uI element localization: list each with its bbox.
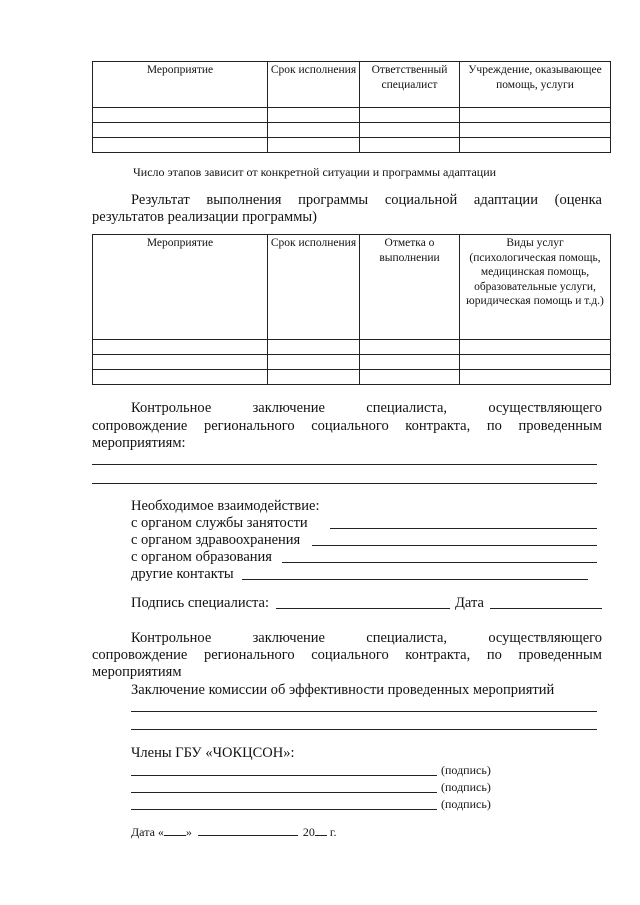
word: (оценка (554, 192, 602, 208)
table-cell[interactable] (93, 340, 268, 355)
conclusion1-blank-line[interactable] (92, 483, 597, 484)
table-row (93, 355, 611, 370)
table-cell[interactable] (268, 123, 360, 138)
word: регионального (203, 647, 295, 663)
word: Контрольное (131, 400, 212, 416)
members-title: Члены ГБУ «ЧОКЦСОН»: (131, 745, 295, 761)
member-signature-line[interactable] (131, 792, 437, 793)
header-deadline: Срок исполнения (268, 62, 360, 108)
word: социального (311, 647, 389, 663)
word: заключение (252, 400, 325, 416)
interaction-health-field[interactable] (312, 545, 597, 546)
result-heading-line1 (131, 191, 602, 209)
date-quote-close: » (185, 825, 192, 839)
word: адаптации (473, 192, 538, 208)
word: регионального (203, 418, 295, 434)
date-year-field[interactable] (315, 824, 327, 836)
header-institution: Учреждение, оказывающее помощь, услуги (460, 62, 611, 108)
date-footer (131, 824, 337, 840)
word: контракта, (405, 418, 471, 434)
interaction-employment-field[interactable] (330, 528, 597, 529)
stages-note: Число этапов зависит от конкретной ситуации и программы адаптации (133, 165, 497, 179)
table-results (92, 234, 611, 385)
conclusion2-line3: мероприятиям (92, 664, 182, 680)
word: социального (311, 418, 389, 434)
table-row (93, 123, 611, 138)
table-cell[interactable] (268, 108, 360, 123)
word: проведенным (518, 647, 602, 663)
signature-label: Подпись специалиста: (131, 595, 269, 611)
header-activity: Мероприятие (93, 235, 268, 340)
table-row (93, 108, 611, 123)
table-row (93, 340, 611, 355)
interaction-other-field[interactable] (242, 579, 588, 580)
table-cell[interactable] (93, 370, 268, 385)
table-cell[interactable] (360, 355, 460, 370)
table-header-row (93, 235, 611, 340)
table-cell[interactable] (268, 138, 360, 153)
table-cell[interactable] (360, 340, 460, 355)
table-cell[interactable] (93, 123, 268, 138)
header-responsible: Ответственный специалист (360, 62, 460, 108)
table-header-row (93, 62, 611, 108)
interaction-health-label: с органом здравоохранения (131, 532, 301, 548)
date-year-suffix: г. (329, 825, 337, 839)
word: специалиста, (366, 400, 448, 416)
table-cell[interactable] (460, 123, 611, 138)
table-cell[interactable] (268, 355, 360, 370)
word: контракта, (405, 647, 471, 663)
word: выполнения (206, 192, 282, 208)
table-cell[interactable] (93, 138, 268, 153)
table-cell[interactable] (460, 340, 611, 355)
date-month-field[interactable] (198, 824, 298, 836)
conclusion2-line2 (92, 646, 602, 664)
word: Результат (131, 192, 190, 208)
commission-title: Заключение комиссии об эффективности проведенных мероприятий (131, 682, 555, 698)
date-day-field[interactable] (164, 824, 186, 836)
table-row (93, 370, 611, 385)
table-cell[interactable] (268, 370, 360, 385)
word: проведенным (518, 418, 602, 434)
commission-blank-line[interactable] (131, 729, 597, 730)
table-cell[interactable] (460, 108, 611, 123)
table-cell[interactable] (268, 340, 360, 355)
signature-field[interactable] (276, 608, 450, 609)
word: социальной (384, 192, 458, 208)
table-cell[interactable] (460, 138, 611, 153)
result-heading-line2: результатов реализации программы) (92, 209, 317, 225)
signature-date-field[interactable] (490, 608, 602, 609)
conclusion1-line2 (92, 417, 602, 435)
word: специалиста, (366, 630, 448, 646)
table-cell[interactable] (460, 370, 611, 385)
word: по (486, 418, 502, 434)
interaction-employment-label: с органом службы занятости (131, 515, 308, 531)
word: программы (298, 192, 369, 208)
table-cell[interactable] (360, 108, 460, 123)
commission-blank-line[interactable] (131, 711, 597, 712)
member-signature-label: (подпись) (441, 763, 491, 777)
date-year-prefix: 20 (302, 825, 315, 839)
header-deadline: Срок исполнения (268, 235, 360, 340)
header-service-types: Виды услуг (психологическая помощь, медицинская помощь, образовательные услуги, юридическая помощь и т.д.) (460, 235, 611, 340)
header-completion-mark: Отметка о выполнении (360, 235, 460, 340)
conclusion2-line1 (131, 629, 602, 647)
word: осуществляющего (488, 400, 602, 416)
word: сопровождение (92, 647, 188, 663)
conclusion1-blank-line[interactable] (92, 464, 597, 465)
table-cell[interactable] (93, 355, 268, 370)
member-signature-line[interactable] (131, 809, 437, 810)
member-signature-line[interactable] (131, 775, 437, 776)
interaction-other-label: другие контакты (131, 566, 234, 582)
conclusion1-line1 (131, 399, 602, 417)
word: Контрольное (131, 630, 212, 646)
table-cell[interactable] (360, 138, 460, 153)
header-activity: Мероприятие (93, 62, 268, 108)
table-cell[interactable] (93, 108, 268, 123)
signature-date-label: Дата (455, 595, 484, 611)
table-activities (92, 61, 611, 153)
table-cell[interactable] (460, 355, 611, 370)
date-prefix: Дата « (131, 825, 164, 839)
word: осуществляющего (488, 630, 602, 646)
table-row (93, 138, 611, 153)
member-signature-label: (подпись) (441, 797, 491, 811)
member-signature-label: (подпись) (441, 780, 491, 794)
interaction-title: Необходимое взаимодействие: (131, 498, 320, 514)
word: по (486, 647, 502, 663)
interaction-education-label: с органом образования (131, 549, 272, 565)
word: сопровождение (92, 418, 188, 434)
table-cell[interactable] (360, 123, 460, 138)
conclusion1-line3: мероприятиям: (92, 435, 186, 451)
interaction-education-field[interactable] (282, 562, 597, 563)
table-cell[interactable] (360, 370, 460, 385)
word: заключение (252, 630, 325, 646)
